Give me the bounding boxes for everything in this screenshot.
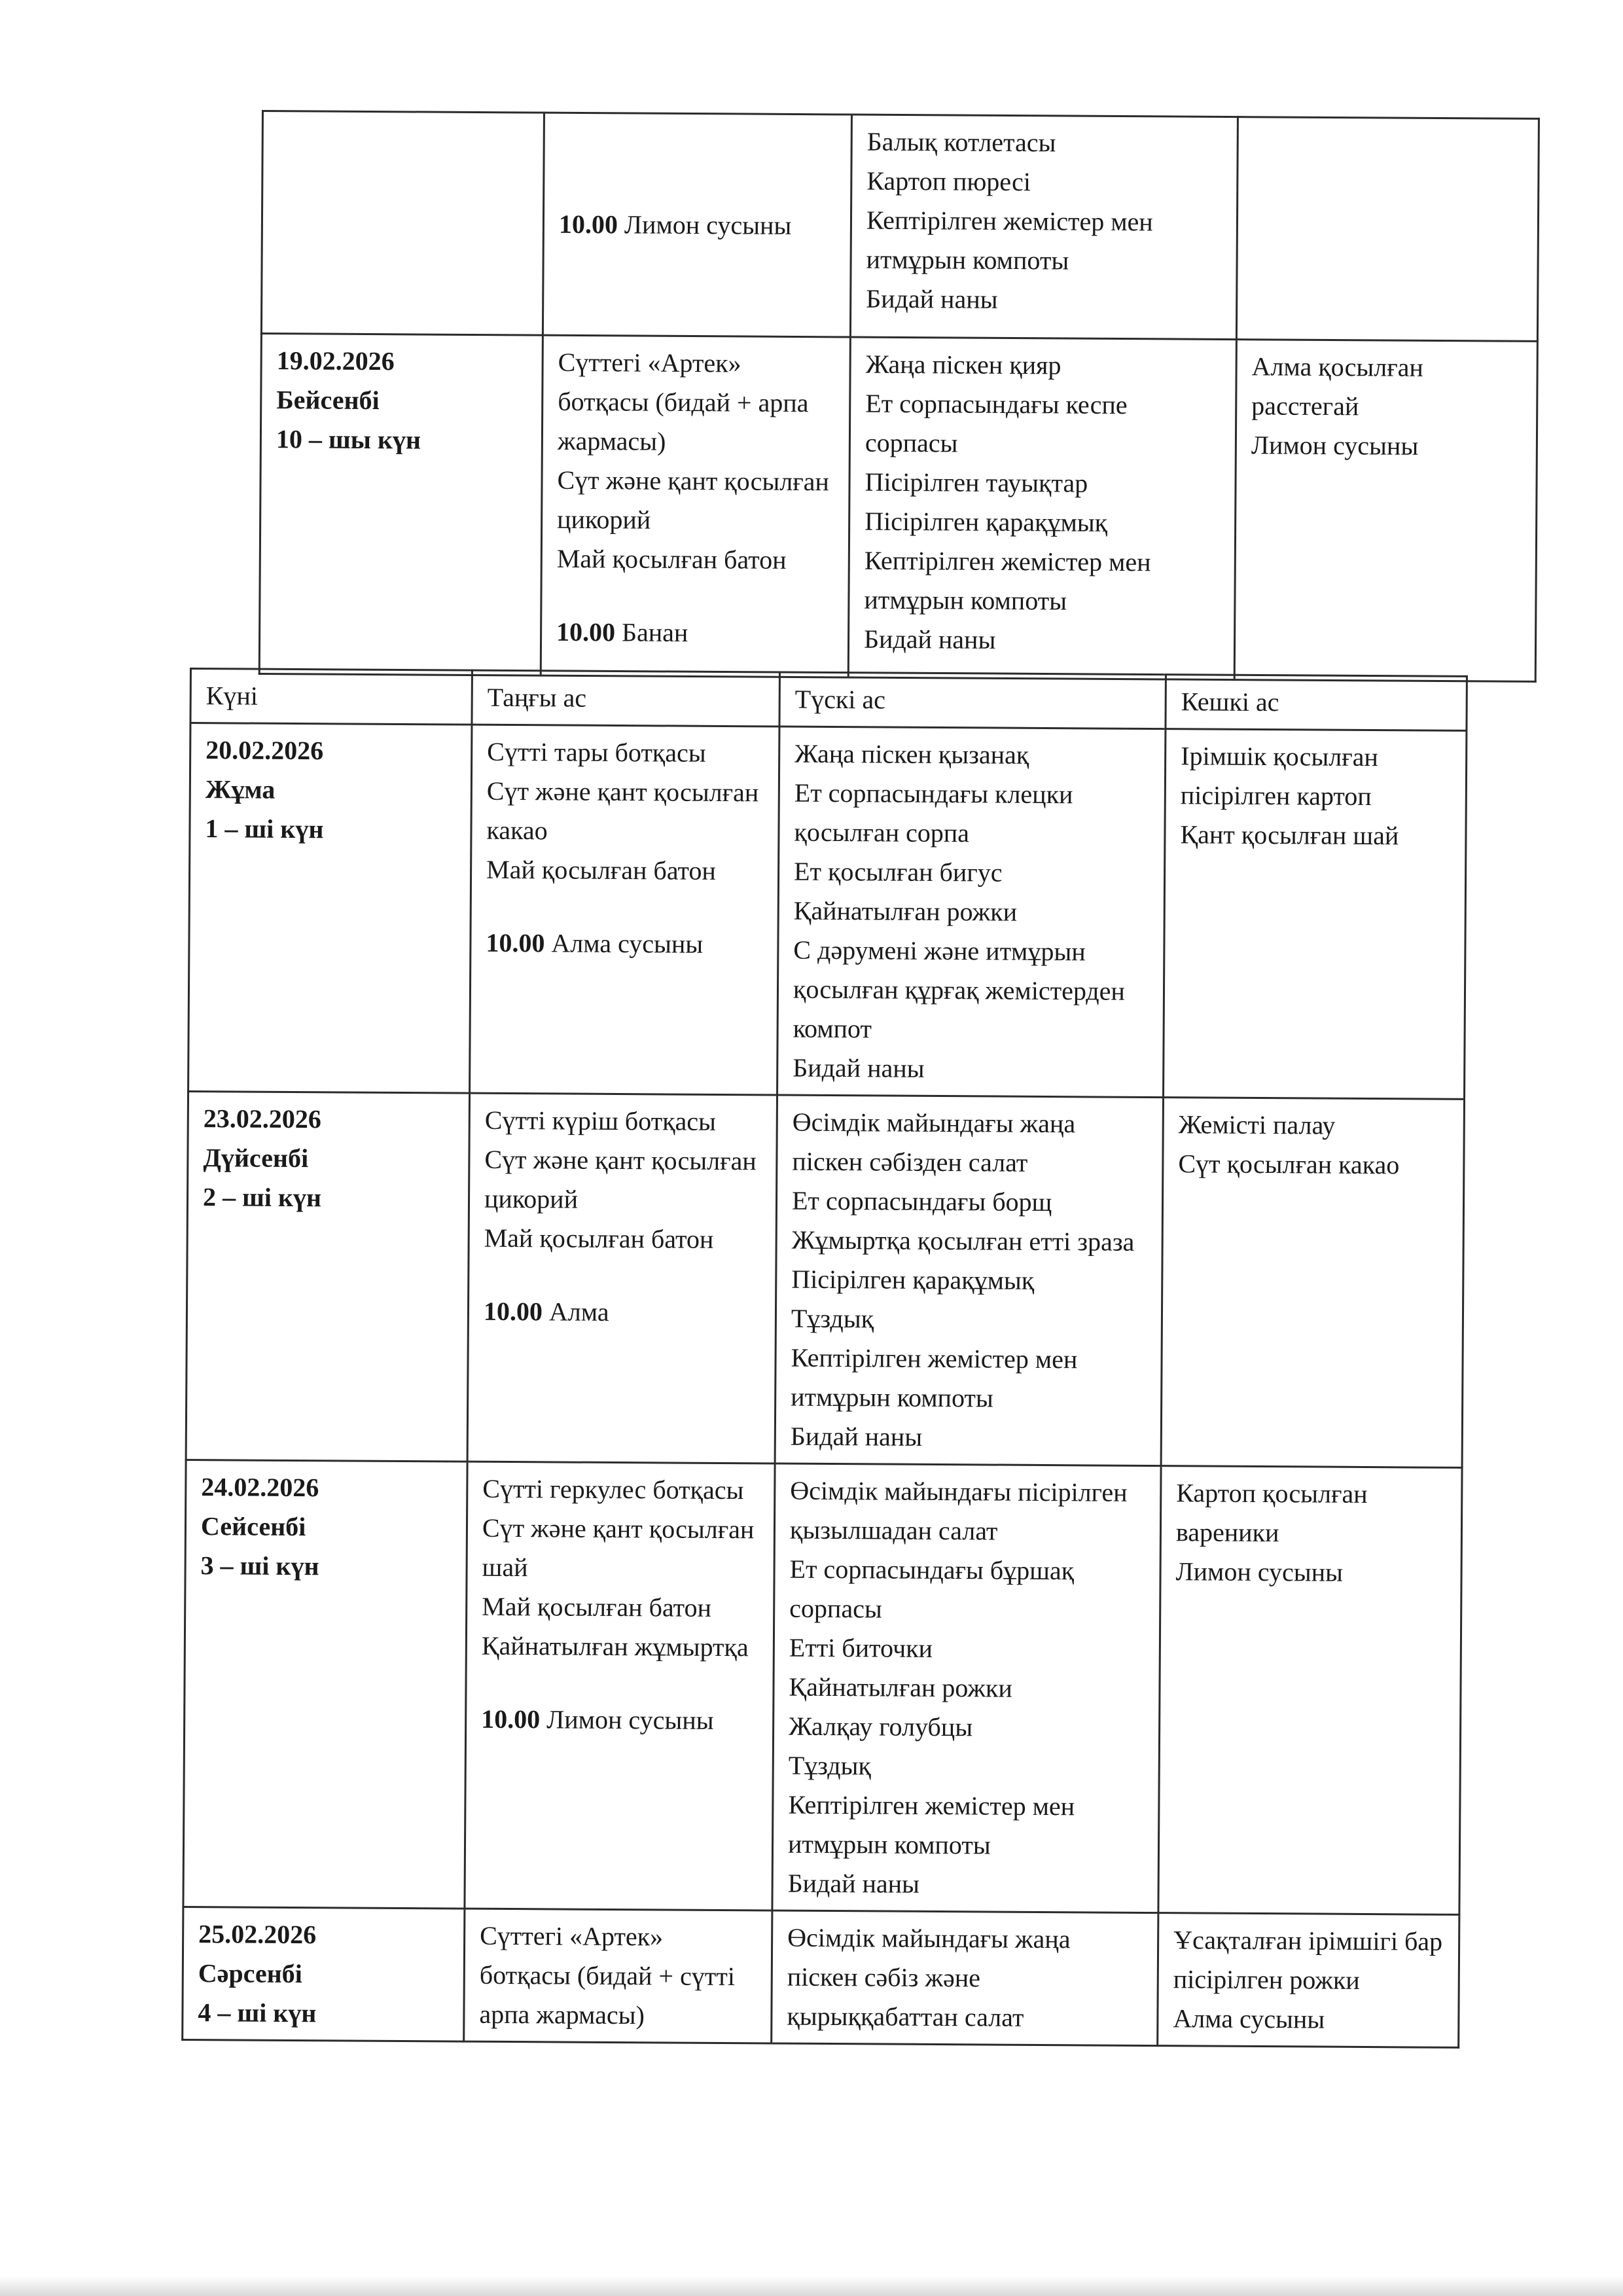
- day-weekday: Сәрсенбі: [198, 1958, 302, 1989]
- day-date: 19.02.2026: [276, 346, 395, 376]
- day-weekday: Жұма: [205, 774, 276, 804]
- lunch-cell: [775, 1095, 1163, 1466]
- day-cell: [183, 1460, 467, 1909]
- table-row: [186, 1091, 1464, 1467]
- snack-text: 10.00 Лимон сусыны: [558, 209, 792, 240]
- day-cell: [259, 334, 543, 676]
- dish-line: Май қосылған батон: [556, 543, 787, 575]
- dish-line: Сүтті тары ботқасы: [487, 736, 706, 768]
- lunch-cell: [772, 1463, 1161, 1913]
- dish-line: Пісірілген тауықтар: [865, 467, 1088, 498]
- snack-text: 10.00 Алма: [483, 1296, 609, 1327]
- dish-line: Жалқау голубцы: [789, 1711, 973, 1742]
- dish-line: Сүт және қант қосылған какао: [486, 776, 759, 846]
- dish-line: Май қосылған батон: [484, 1223, 714, 1254]
- day-date: 25.02.2026: [198, 1919, 317, 1950]
- breakfast-cell: [470, 725, 779, 1095]
- table-row: [188, 723, 1467, 1100]
- dish-line: Ет сорпасындағы борщ: [791, 1185, 1052, 1217]
- day-cell: [183, 1907, 465, 2041]
- dish-line: Сүт және қант қосылған цикорий: [557, 465, 830, 535]
- lunch-cell: [848, 337, 1236, 680]
- breakfast-cell: [465, 1462, 775, 1910]
- day-number: 1 – ші күн: [205, 814, 324, 844]
- table-row: [259, 334, 1537, 682]
- day-number: 3 – ші күн: [200, 1551, 319, 1581]
- dish-line: Картоп қосылған вареники: [1175, 1478, 1368, 1548]
- dish-line: Ірімшік қосылған пісірілген картоп: [1180, 741, 1379, 812]
- dish-line: Тұздық: [788, 1750, 872, 1781]
- dish-line: Бидай наны: [790, 1421, 923, 1452]
- dish-line: Етті биточки: [789, 1632, 933, 1663]
- day-number: 10 – шы күн: [276, 424, 421, 455]
- header-lunch: Түскі ас: [779, 672, 1166, 729]
- dish-line: Қайнатылған рожки: [793, 895, 1018, 927]
- dish-line: Ет қосылған бигус: [793, 856, 1003, 888]
- lunch-cell: [777, 726, 1166, 1098]
- dinner-cell: [1164, 729, 1467, 1100]
- dish-line: Ұсақталған ірімшігі бар пісірілген рожки: [1173, 1925, 1443, 1995]
- dish-line: Бидай наны: [866, 283, 998, 314]
- dish-line: Пісірілген қарақұмық: [865, 506, 1108, 537]
- dish-line: Сүт қосылған какао: [1178, 1149, 1400, 1180]
- lunch-cell: [850, 115, 1238, 340]
- header-breakfast: Таңғы ас: [472, 670, 779, 726]
- dish-line: Май қосылған батон: [486, 854, 717, 886]
- day-cell: [188, 723, 472, 1094]
- breakfast-cell: [543, 113, 851, 337]
- table-row: [183, 1907, 1459, 2047]
- dish-line: Алма қосылған расстегай: [1251, 351, 1424, 422]
- dish-line: Пісірілген қарақұмық: [791, 1264, 1035, 1295]
- dish-line: Картоп пюресі: [866, 166, 1031, 197]
- day-date: 20.02.2026: [205, 735, 324, 766]
- dish-line: Алма сусыны: [1173, 2003, 1325, 2034]
- dish-line: Кептірілген жемістер мен итмұрын компоты: [791, 1342, 1078, 1413]
- snack-text: 10.00 Лимон сусыны: [481, 1704, 714, 1735]
- dish-line: Май қосылған батон: [482, 1591, 712, 1623]
- table-header-row: [190, 669, 1467, 731]
- breakfast-cell: [541, 335, 850, 677]
- snack-text: 10.00 Алма сусыны: [486, 927, 704, 959]
- dish-line: Сүтті күріш ботқасы: [484, 1105, 717, 1136]
- dinner-cell: [1158, 1913, 1459, 2048]
- day-number: 2 – ші күн: [202, 1182, 322, 1213]
- dish-line: Жаңа піскен қызанақ: [794, 738, 1029, 770]
- dish-line: Қайнатылған рожки: [789, 1672, 1012, 1703]
- dinner-cell: [1234, 340, 1537, 682]
- dish-line: Бидай наны: [863, 624, 996, 655]
- menu-table: [181, 668, 1468, 2049]
- table-row: [261, 111, 1539, 342]
- day-cell: [186, 1091, 469, 1462]
- day-number: 4 – ші күн: [198, 1998, 317, 2028]
- dish-line: Өсімдік майындағы жаңа піскен сәбізден салат: [792, 1107, 1076, 1177]
- header-day: Күні: [190, 669, 472, 725]
- dish-line: Сүт және қант қосылған шай: [482, 1513, 755, 1583]
- day-weekday: Дүйсенбі: [203, 1143, 309, 1174]
- dish-line: Кептірілген жемістер мен итмұрын компоты: [787, 1789, 1075, 1860]
- dish-line: Тұздық: [791, 1303, 874, 1334]
- dish-line: Жаңа піскен қияр: [865, 349, 1061, 380]
- dish-line: Балық котлетасы: [866, 126, 1056, 158]
- breakfast-cell: [467, 1093, 777, 1463]
- dish-line: Сүттегі «Артек» ботқасы (бидай + сүтті арпа жармасы): [479, 1920, 736, 2030]
- dish-line: Ет сорпасындағы клецки қосылған сорпа: [794, 778, 1073, 848]
- dish-line: Сүтті геркулес ботқасы: [482, 1473, 744, 1505]
- menu-table-continuation: [259, 110, 1540, 683]
- table-row: [183, 1460, 1462, 1914]
- day-cell: [261, 111, 544, 336]
- day-weekday: Бейсенбі: [276, 385, 380, 416]
- dish-line: С дәрумені және итмұрын қосылған құрғақ жемістерден компот: [793, 935, 1126, 1044]
- lunch-cell: [772, 1910, 1158, 2046]
- day-date: 24.02.2026: [201, 1472, 319, 1503]
- dish-line: Ет сорпасындағы бұршақ сорпасы: [789, 1554, 1075, 1624]
- day-weekday: Сейсенбі: [200, 1511, 306, 1542]
- scan-edge: [0, 2276, 1623, 2296]
- dish-line: Өсімдік майындағы пісірілген қызылшадан салат: [789, 1475, 1128, 1546]
- dish-line: Өсімдік майындағы жаңа піскен сәбіз және қырыққабаттан салат: [787, 1922, 1071, 2032]
- header-dinner: Кешкі ас: [1166, 675, 1467, 731]
- dish-line: Ет сорпасындағы кеспе сорпасы: [865, 388, 1128, 458]
- dish-line: Қант қосылған шай: [1180, 819, 1399, 851]
- dish-line: Сүттегі «Артек» ботқасы (бидай + арпа жармасы): [557, 347, 809, 456]
- breakfast-cell: [464, 1909, 772, 2043]
- dish-line: Лимон сусыны: [1251, 430, 1419, 461]
- dish-line: Лимон сусыны: [1175, 1556, 1344, 1587]
- dish-line: Жұмыртқа қосылған етті зраза: [791, 1225, 1135, 1257]
- dish-line: Жемісті палау: [1178, 1109, 1336, 1140]
- dinner-cell: [1236, 117, 1539, 342]
- dish-line: Сүт және қант қосылған цикорий: [484, 1144, 757, 1214]
- dish-line: Қайнатылған жұмыртқа: [481, 1630, 749, 1662]
- dish-line: Кептірілген жемістер мен итмұрын компоты: [864, 545, 1151, 616]
- dish-line: Бидай наны: [793, 1052, 925, 1083]
- dinner-cell: [1161, 1098, 1464, 1468]
- dinner-cell: [1158, 1466, 1462, 1915]
- snack-text: 10.00 Банан: [556, 617, 688, 647]
- dish-line: Бидай наны: [787, 1868, 920, 1899]
- dish-line: Кептірілген жемістер мен итмұрын компоты: [866, 205, 1153, 276]
- day-date: 23.02.2026: [203, 1103, 321, 1134]
